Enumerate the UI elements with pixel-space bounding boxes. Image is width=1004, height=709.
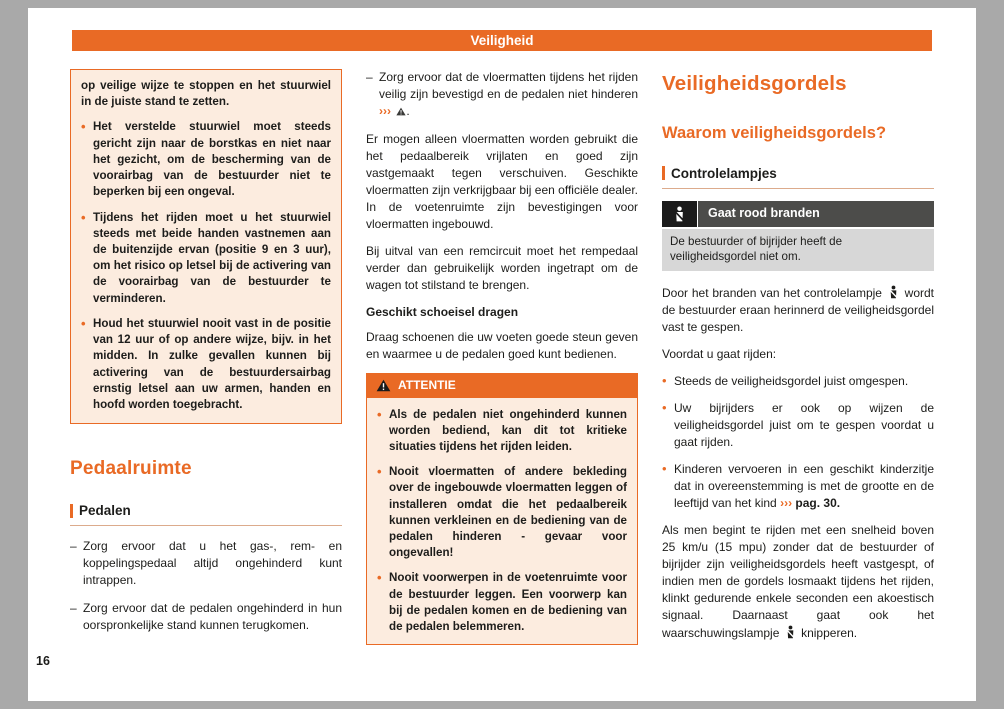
warning-bullet-text: Tijdens het rijden moet u het stuurwiel steeds met beide handen vastnemen aan de buitenzijde ervan (positie 9 en 3 uur), om het risico op letsel bij de activering van de voorairbag van de bestuurder te verminderen. xyxy=(93,210,331,305)
section-title-pedaalruimte: Pedaalruimte xyxy=(70,458,192,480)
list-item xyxy=(366,69,638,120)
seatbelt-icon xyxy=(673,206,686,222)
indicator-lamp-bar xyxy=(662,201,934,227)
inline-heading: Geschikt schoeisel dragen xyxy=(366,305,519,320)
seatbelt-indicator-icon xyxy=(785,625,796,639)
warning-box-continuation xyxy=(70,69,342,424)
paragraph: Bij uitval van een remcircuit moet het rempedaal verder dan gebruikelijk worden ingetrapt om de wagen tot stilstand te brengen. xyxy=(366,244,638,293)
page-reference: pag. 30. xyxy=(795,496,841,511)
list-item-period: . xyxy=(406,104,410,119)
list-item-text: Zorg ervoor dat de pedalen ongehinderd in hun oorspronkelijke stand kunnen terugkomen. xyxy=(83,601,342,633)
chapter-header-title: Veiligheid xyxy=(470,33,534,48)
subsection-accent-bar xyxy=(662,166,665,180)
indicator-note: De bestuurder of bijrijder heeft de veiligheidsgordel niet om. xyxy=(662,229,934,271)
warning-bullet-text: Houd het stuurwiel nooit vast in de positie van 12 uur of op andere wijze, bijv. in het midden. In zulke gevallen kunnen bij activering van de bestuurdersairbag ernstig letsel aan uw armen, handen en hoofd worden toegebracht. xyxy=(93,316,331,411)
list-item xyxy=(70,600,342,634)
paragraph xyxy=(662,285,934,336)
list-item-text: Zorg ervoor dat u het gas-, rem- en koppelingspedaal altijd ongehinderd kunt intrappen. xyxy=(83,539,342,588)
subsection-accent-bar xyxy=(70,504,73,518)
warning-bullet-text: Het verstelde stuurwiel moet steeds gericht zijn naar de borstkas en niet naar het gezicht, om de bescherming van de voorairbag van de bestuurder niet te beperken bij een ongeval. xyxy=(93,120,331,199)
column-2 xyxy=(366,69,638,652)
attention-bullet xyxy=(377,407,627,456)
warning-intro-text: op veilige wijze te stoppen en het stuurwiel in de juiste stand te zetten. xyxy=(81,79,331,109)
indicator-bar-label: Gaat rood branden xyxy=(698,201,934,227)
indicator-icon-cell xyxy=(662,201,697,227)
column-1 xyxy=(70,69,342,652)
attention-bullet xyxy=(377,570,627,635)
paragraph-text: knipperen. xyxy=(801,625,858,640)
subsection-title-text: Controlelampjes xyxy=(671,165,777,181)
cross-reference-arrows: ››› xyxy=(379,104,391,119)
list-item xyxy=(662,400,934,451)
cross-reference-warning-triangle-icon xyxy=(396,107,406,116)
content-columns xyxy=(28,51,976,652)
attention-bullet-text: Nooit voorwerpen in de voetenruimte voor de bestuurder leggen. Een voorwerp kan bij de pedalen komen en de bediening van de pedalen belemmeren. xyxy=(389,571,627,634)
subsection-title-text: Pedalen xyxy=(79,503,131,519)
paragraph-text: Als men begint te rijden met een snelheid boven 25 km/u (15 mpu) zonder dat de bestuurder of bijrijder zijn veiligheidsgordels heeft vastgespt, of indien men de gordels losmaakt tijdens het rijden, klinkt gedurende enkele seconden een akoestisch signaal. Daarnaast gaat ook het waarschuwingslampje xyxy=(662,523,934,640)
attention-bullet-text: Als de pedalen niet ongehinderd kunnen worden bediend, kan dit tot kritieke situaties tijdens het rijden leiden. xyxy=(389,407,627,453)
list-item xyxy=(70,538,342,589)
attention-title: ATTENTIE xyxy=(398,378,456,393)
chapter-title-veiligheidsgordels: Veiligheidsgordels xyxy=(662,72,847,95)
attention-bullet-text: Nooit vloermatten of andere bekleding over de ingebouwde vloermatten leggen of installeren omdat die het pedaalbereik kunnen verkleinen en de bediening van de pedalen hinderen - gevaar voor ongevallen! xyxy=(389,465,627,560)
section-title-waarom: Waarom veiligheidsgordels? xyxy=(662,124,887,143)
subsection-pedalen xyxy=(70,501,342,526)
attention-header xyxy=(367,374,637,397)
warning-bullet xyxy=(81,210,331,307)
list-item-text: Steeds de veiligheidsgordel juist omgespen. xyxy=(674,374,909,389)
page-number: 16 xyxy=(36,654,50,668)
cross-reference-arrows: ››› xyxy=(780,496,793,511)
warning-bullet xyxy=(81,316,331,413)
attention-body xyxy=(367,398,637,645)
list-item xyxy=(662,373,934,390)
list-item-text: Uw bijrijders er ook op wijzen de veiligheidsgordel juist om te gespen voordat u gaat rijden. xyxy=(674,401,934,450)
paragraph xyxy=(662,522,934,641)
seatbelt-indicator-icon xyxy=(888,285,899,299)
subsection-controlelampjes xyxy=(662,164,934,189)
chapter-header-bar xyxy=(72,30,932,51)
paragraph-text: Door het branden van het controlelampje xyxy=(662,285,882,300)
manual-page xyxy=(28,8,976,701)
paragraph-text: wordt de bestuurder eraan herinnerd de veiligheidsgordel vast te gespen. xyxy=(662,285,934,335)
list-item-text: Zorg ervoor dat de vloermatten tijdens het rijden veilig zijn bevestigd en de pedalen niet hinderen xyxy=(379,70,638,102)
attention-warning-box xyxy=(366,373,638,645)
paragraph: Draag schoenen die uw voeten goede steun geven en waarmee u de pedalen goed kunt bedienen. xyxy=(366,330,638,362)
paragraph: Voordat u gaat rijden: xyxy=(662,347,777,362)
list-item xyxy=(662,461,934,512)
column-3 xyxy=(662,69,934,652)
list-item-text: Kinderen vervoeren in een geschikt kinderzitje dat in overeenstemming is met de grootte en de leeftijd van het kind xyxy=(674,462,934,511)
attention-bullet xyxy=(377,464,627,561)
warning-triangle-icon xyxy=(376,379,391,392)
paragraph: Er mogen alleen vloermatten worden gebruikt die het pedaalbereik vrijlaten en goed zijn vastgemaakt tegen verschuiven. Geschikte vloermatten zijn verkrijgbaar bij een officiële dealer. In de voetenruimte zijn bevestigingen voor vloermatten ingebouwd. xyxy=(366,132,638,232)
warning-bullet xyxy=(81,119,331,200)
